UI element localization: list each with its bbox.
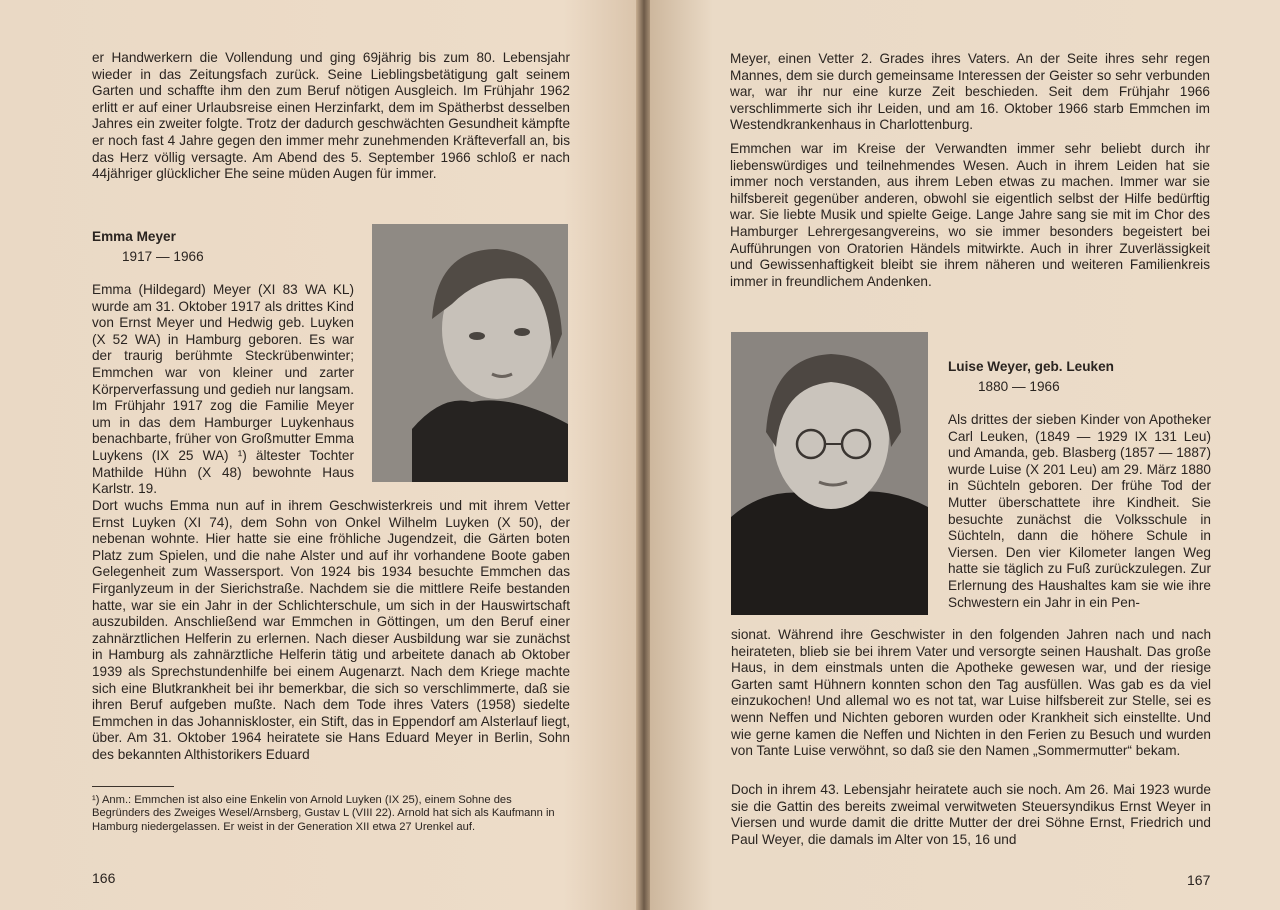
emma-character-paragraph: Emmchen war im Kreise der Verwandten immer sehr beliebt durch ihr liebenswürdiges und teilnehmendes Wesen. Auch in ihrem Leiden hat sie immer noch verstanden, aus ihrem Leben etwas zu machen. Immer war sie hilfsbereit gegenüber anderen, obwohl sie eigentlich selbst der Hilfe bedürftig war. Sie liebte Musik und spielte Geige. Lange Jahre sang sie mit im Chor des Hamburger Lehrergesangvereins, wo sie immer besonders begeistert bei Aufführungen von Oratorien Händels mitwirkte. Auch in ihrer Zuverlässigkeit und Gewissenhaftigkeit bleibt sie ihrem näheren und weiteren Familienkreis immer in freundlichem Andenken. (730, 141, 1210, 289)
intro-paragraph: er Handwerkern die Vollendung und ging 69jährig bis zum 80. Lebensjahr wieder in das Zeitungsfach zurück. Seine Lieblingsbetätigung galt seinem Garten und schaffte ihm den zum Beruf nötigen Ausgleich. Im Frühjahr 1962 erlitt er auf einer Urlaubsreise einen Herzinfarkt, dem im Spätherbst desselben Jahres ein zweiter folgte. Trotz der dadurch geschwächten Gesundheit kämpfte er noch fast 4 Jahre gegen den immer mehr zunehmenden Kräfteverfall an, bis das Herz völlig versagte. Am Abend des 5. September 1966 schloß er nach 44jähriger glücklicher Ehe seine müden Augen für immer. (92, 50, 570, 182)
footnote: ¹) Anm.: Emmchen ist also eine Enkelin von Arnold Luyken (IX 25), einem Sohne des Begründers des Zweiges Wesel/Arnsberg, Gustav L (VIII 22). Arnold hat sich als Kaufmann in Hamburg niedergelassen. Er weist in der Generation XII etwa 27 Urenkel auf. (92, 794, 555, 833)
luise-body-narrow: Als drittes der sieben Kinder von Apotheker Carl Leuken, (1849 — 1929 IX 131 Leu) und Amanda, geb. Blasberg (1857 — 1887) wurde Luise (X 201 Leu) am 29. März 1880 in Süchteln geboren. Der frühe Tod der Mutter überschattete ihre Kindheit. Sie besuchte zunächst die Volksschule in Süchteln, dann die höhere Schule in Viersen. Den vier Kilometer langen Weg hatte sie täglich zu Fuß zurückzulegen. Zur Erlernung des Haushaltes kam sie wie ihre Schwestern ein Jahr in ein Pen- (948, 412, 1211, 610)
page-number-right: 167 (1187, 872, 1211, 888)
emma-heading: Emma Meyer (92, 229, 176, 244)
luise-portrait-photo (731, 332, 928, 615)
luise-dates: 1880 — 1966 (978, 379, 1060, 394)
emma-body-wide: Dort wuchs Emma nun auf in ihrem Geschwisterkreis und mit ihrem Vetter Ernst Luyken (XI 74), dem Sohn von Onkel Wilhelm Luyken (X 50), der nebenan wohnte. Hier hatte sie eine fröhliche Jugendzeit, die Gärten boten Platz zum Spielen, und die nahe Alster und auf ihr vorhandene Boote gaben Gelegenheit zum Wassersport. Von 1924 bis 1934 besuchte Emmchen das Firganlyzeum in der Sierichstraße. Nachdem sie die mittlere Reife bestanden hatte, war sie ein Jahr in der Schlichterschule, um sich in der Hauswirtschaft auszubilden. Anschließend war Emmchen in Göttingen, um den Beruf einer zahnärztlichen Helferin zu erlernen. Nach dieser Ausbildung war sie zunächst in Hamburg als zahnärztliche Helferin tätig und arbeitete danach ab Oktober 1939 als Sprechstundenhilfe bei einem Augenarzt. Nach dem Kriege machte sich eine Blutkrankheit bei ihr bemerkbar, die sich so verschlimmerte, daß sie ihren Beruf aufgeben mußte. Nach dem Tode ihres Vaters (1958) siedelte Emmchen in das Johanniskloster, ein Stift, das in Eppendorf am Alsterlauf liegt, über. Am 31. Oktober 1964 heiratete sie Hans Eduard Meyer in Berlin, Sohn des bekannten Althistorikers Eduard (92, 498, 570, 762)
luise-marriage-paragraph: Doch in ihrem 43. Lebensjahr heiratete auch sie noch. Am 26. Mai 1923 wurde sie die Gattin des bereits zweimal verwitweten Steuersyndikus Ernst Weyer in Viersen und wurde damit die dritte Mutter der drei Söhne Ernst, Friedrich und Paul Weyer, die damals im Alter von 15, 16 und (731, 782, 1211, 847)
emma-body-narrow: Emma (Hildegard) Meyer (XI 83 WA KL) wurde am 31. Oktober 1917 als drittes Kind von Ernst Meyer und Hedwig geb. Luyken (X 52 WA) in Hamburg geboren. Es war der traurig berühmte Steckrübenwinter; Emmchen war von kleiner und zarter Körperverfassung und gedieh nur langsam. Im Frühjahr 1917 zog die Familie Meyer um in das dem Hamburger Luykenhaus benachbarte, früher von Großmutter Emma Luykens (IX 25 WA) ¹) ältester Tochter Mathilde Hühn (X 48) bewohnte Haus Karlstr. 19. (92, 282, 354, 497)
luise-body-wide: sionat. Während ihre Geschwister in den folgenden Jahren nach und nach heirateten, blieb sie bei ihrem Vater und versorgte seinen Haushalt. Das große Haus, in dem einstmals unten die Apotheke gewesen war, und der riesige Garten samt Hühnern konnten schon den Tag ausfüllen. Was gab es da viel einzukochen! Und allemal wo es not tat, war Luise hilfsbereit zur Stelle, sei es wenn Neffen und Nichten geboren wurden oder Krankheit sich einstellte. Und wie gerne kamen die Neffen und Nichten in den Ferien zu Besuch und wurden von Tante Luise verwöhnt, so daß sie den Namen „Sommermutter“ bekam. (731, 627, 1211, 759)
emma-conclusion-paragraph: Meyer, einen Vetter 2. Grades ihres Vaters. An der Seite ihres sehr regen Mannes, dem sie durch gemeinsame Interessen der Geister so sehr verbunden war, war ihr nur eine kurze Zeit beschieden. Seit dem Frühjahr 1966 verschlimmerte sich ihr Leiden, und am 16. Oktober 1966 starb Emmchen im Westendkrankenhaus in Charlottenburg. (730, 51, 1210, 133)
emma-dates: 1917 — 1966 (122, 249, 204, 264)
page-number-left: 166 (92, 870, 116, 886)
footnote-rule (92, 786, 174, 787)
luise-heading: Luise Weyer, geb. Leuken (948, 359, 1114, 374)
emma-portrait-photo (372, 224, 568, 482)
